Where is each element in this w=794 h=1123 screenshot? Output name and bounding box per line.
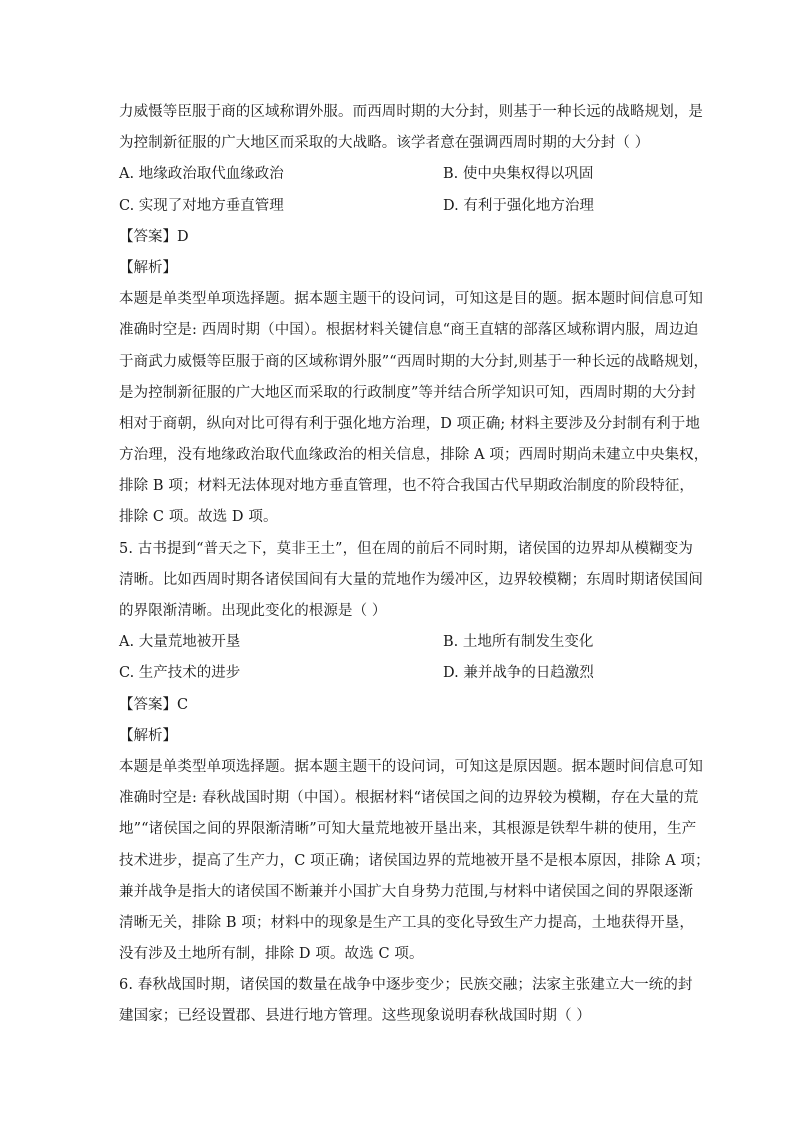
question-stem-line: 建国家；已经设置郡、县进行地方管理。这些现象说明春秋战国时期（ ） bbox=[119, 1008, 591, 1025]
question-4 bbox=[119, 97, 709, 534]
analysis-line: 本题是单类型单项选择题。据本题主题干的设问词，可知这是原因题。据本题时间信息可知 bbox=[119, 758, 703, 775]
analysis-line: 准确时空是: 春秋战国时期（中国）。根据材料“诸侯国之间的边界较为模糊，存在大量的荒 bbox=[119, 790, 699, 807]
analysis-line: 是为控制新征服的广大地区而采取的行政制度”等并结合所学知识可知，西周时期的大分封 bbox=[119, 384, 696, 401]
question-stem-line: 的界限渐清晰。出现此变化的根源是（ ） bbox=[119, 603, 387, 619]
option-c: C. 实现了对地方垂直管理 bbox=[119, 197, 284, 214]
question-6 bbox=[119, 970, 693, 1032]
option-d: D. 兼并战争的日趋激烈 bbox=[443, 665, 594, 682]
analysis-line: 排除 B 项；材料无法体现对地方垂直管理，也不符合我国古代早期政治制度的阶段特征， bbox=[119, 478, 694, 495]
answer-label: 【答案】D bbox=[119, 228, 189, 245]
question-stem-line: 5. 古书提到“普天之下，莫非王土”，但在周的前后不同时期，诸侯国的边界却从模糊变为 bbox=[119, 540, 693, 557]
analysis-label: 【解析】 bbox=[119, 259, 177, 276]
analysis-line: 于商武力威慑等臣服于商的区域称谓外服”“西周时期的大分封,则基于一种长远的战略规划， bbox=[119, 353, 709, 370]
analysis-line: 排除 C 项。故选 D 项。 bbox=[119, 509, 278, 526]
question-stem-line: 清晰。比如西周时期各诸侯国间有大量的荒地作为缓冲区，边界较模糊；东周时期诸侯国间 bbox=[119, 571, 703, 588]
answer-label: 【答案】C bbox=[119, 696, 189, 713]
option-a: A. 地缘政治取代血缘政治 bbox=[119, 166, 284, 183]
question-stem-line: 力威慑等臣服于商的区域称谓外服。而西周时期的大分封，则基于一种长远的战略规划，是 bbox=[119, 104, 703, 120]
analysis-line: 本题是单类型单项选择题。据本题主题干的设问词，可知这是目的题。据本题时间信息可知 bbox=[119, 291, 703, 308]
analysis-line: 相对于商朝，纵向对比可得有利于强化地方治理，D 项正确; 材料主要涉及分封制有利于地 bbox=[119, 415, 700, 432]
analysis-line: 没有涉及土地所有制，排除 D 项。故选 C 项。 bbox=[119, 946, 424, 963]
options-row bbox=[119, 159, 689, 190]
analysis-line: 准确时空是: 西周时期（中国）。根据材料关键信息“商王直辖的部落区域称谓内服，周边迫 bbox=[119, 322, 699, 339]
options-row bbox=[119, 658, 689, 689]
option-a: A. 大量荒地被开垦 bbox=[119, 634, 241, 651]
analysis-line: 地”“诸侯国之间的界限渐清晰”可知大量荒地被开垦出来，其根源是铁犁牛耕的使用，生产 bbox=[119, 821, 697, 838]
question-5 bbox=[119, 534, 710, 971]
question-stem-line: 为控制新征服的广大地区而采取的大战略。该学者意在强调西周时期的大分封（ ） bbox=[119, 135, 650, 152]
option-d: D. 有利于强化地方治理 bbox=[443, 197, 594, 214]
analysis-line: 兼并战争是指大的诸侯国不断兼并小国扩大自身势力范围,与材料中诸侯国之间的界限逐渐 bbox=[119, 883, 694, 900]
analysis-line: 清晰无关，排除 B 项；材料中的现象是生产工具的变化导致生产力提高，土地获得开垦， bbox=[119, 914, 694, 931]
option-b: B. 使中央集权得以巩固 bbox=[443, 166, 594, 183]
question-stem-line: 6. 春秋战国时期，诸侯国的数量在战争中逐步变少；民族交融；法家主张建立大一统的封 bbox=[119, 977, 693, 994]
option-b: B. 土地所有制发生变化 bbox=[443, 634, 594, 651]
document-page bbox=[119, 97, 710, 1033]
option-c: C. 生产技术的进步 bbox=[119, 665, 241, 682]
options-row bbox=[119, 627, 689, 658]
analysis-line: 技术进步，提高了生产力，C 项正确；诸侯国边界的荒地被开垦不是根本原因，排除 A 项； bbox=[119, 852, 710, 869]
analysis-label: 【解析】 bbox=[119, 727, 177, 744]
options-row bbox=[119, 191, 689, 222]
analysis-line: 方治理，没有地缘政治取代血缘政治的相关信息，排除 A 项；西周时期尚未建立中央集权， bbox=[119, 447, 709, 464]
